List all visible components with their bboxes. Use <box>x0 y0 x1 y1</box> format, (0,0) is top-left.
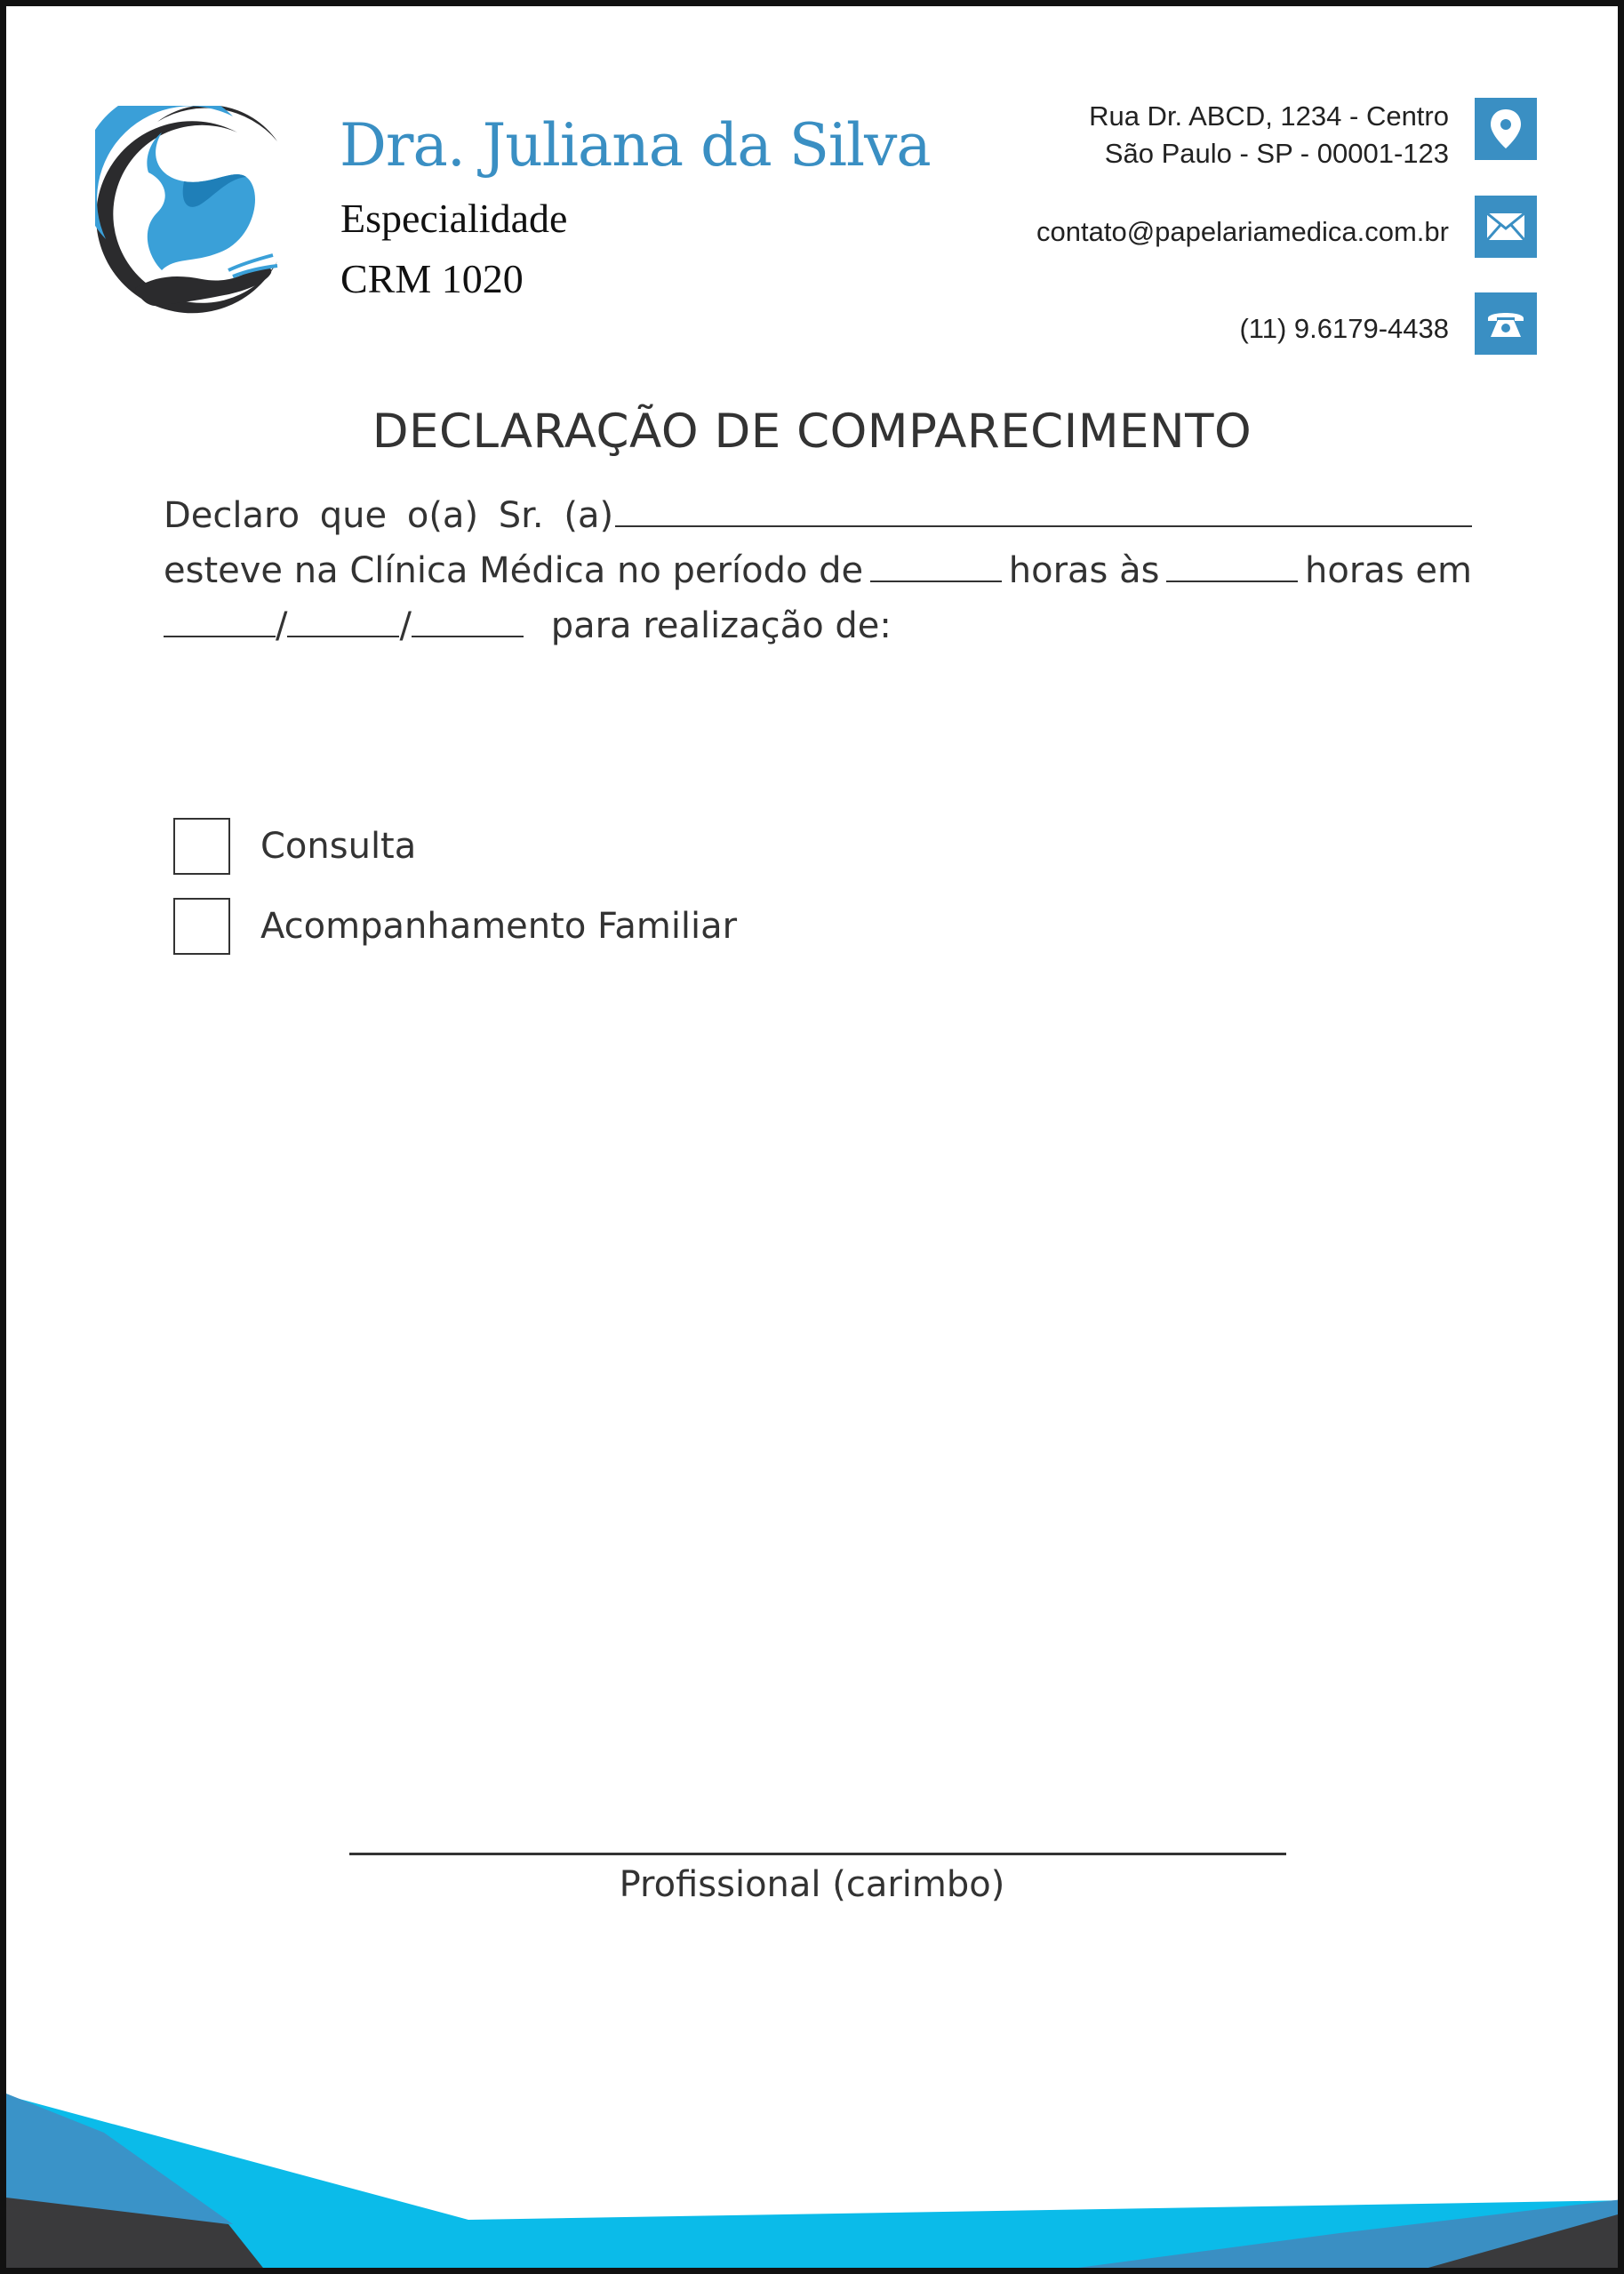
end-hour-field[interactable] <box>1166 543 1298 582</box>
period-text: esteve na Clínica Médica no período de <box>164 550 864 591</box>
doctor-specialty: Especialidade <box>340 196 568 241</box>
acompanhamento-checkbox[interactable] <box>173 898 230 955</box>
doctor-crm: CRM 1020 <box>340 256 524 301</box>
contact-phone: (11) 9.6179-4438 <box>1239 313 1449 344</box>
document-title: DECLARAÇÃO DE COMPARECIMENTO <box>372 404 1252 459</box>
location-pin-icon <box>1475 98 1537 160</box>
signature-line[interactable] <box>349 1853 1286 1855</box>
acompanhamento-label: Acompanhamento Familiar <box>260 906 738 947</box>
consulta-label: Consulta <box>260 826 417 867</box>
address-line-1: Rua Dr. ABCD, 1234 - Centro <box>1089 100 1449 132</box>
footer-decoration <box>6 2086 1624 2274</box>
signature-label: Profissional (carimbo) <box>619 1864 1005 1905</box>
start-hour-field[interactable] <box>870 543 1002 582</box>
patient-name-field[interactable] <box>615 488 1472 527</box>
option-acompanhamento <box>173 898 737 955</box>
stomach-hand-logo-icon <box>95 106 286 315</box>
date-year-field[interactable] <box>412 598 524 637</box>
envelope-icon <box>1475 196 1537 258</box>
contact-email: contato@papelariamedica.com.br <box>1036 216 1449 247</box>
consulta-checkbox[interactable] <box>173 818 230 875</box>
date-day-field[interactable] <box>164 598 276 637</box>
hours-to-text: horas às <box>1008 550 1160 591</box>
address-line-2: São Paulo - SP - 00001-123 <box>1104 138 1449 169</box>
doctor-name: Dra. Juliana da Silva <box>340 111 931 180</box>
purpose-text: para realização de: <box>550 605 892 646</box>
declaration-line-1 <box>164 488 1472 541</box>
hours-on-text: horas em <box>1305 550 1472 591</box>
declaration-prefix: Declaro que o(a) Sr. (a) <box>164 495 614 536</box>
declaration-line-3 <box>164 598 1472 652</box>
date-separator-2: / <box>399 605 412 646</box>
date-separator-1: / <box>276 605 288 646</box>
declaration-line-2 <box>164 543 1472 597</box>
option-consulta <box>173 818 416 875</box>
date-month-field[interactable] <box>287 598 399 637</box>
telephone-icon <box>1475 292 1537 355</box>
